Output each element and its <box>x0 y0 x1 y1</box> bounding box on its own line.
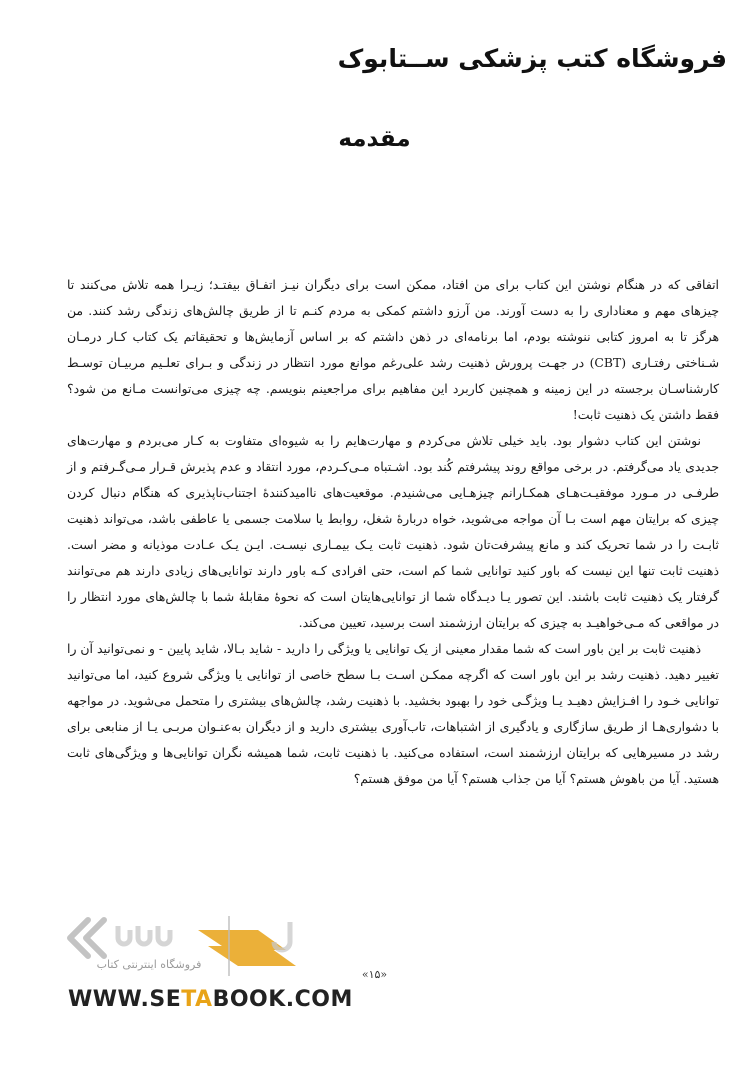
body-text <box>67 272 719 792</box>
site-url-prefix: WWW.SE <box>68 987 182 1012</box>
paragraph-3: ذهنیت ثابت بر این باور است که شما مقدار معینی از یک توانایی یا ویژگی را دارید - شاید بـالا، شاید پایین - و نمی‌توانید آن را تغییر دهید. ذهنیت رشد بر این باور است که اگرچه ممکـن اسـت بـا سطح خاصی از توانایی یا ویژگی شروع کنید، اما می‌توانید توانایی خـود را افـزایش دهیـد یـا ویژگـی خود را بهبود بخشید. با ذهنیت رشد، چالش‌های بیشتری را متحمل می‌شوید. در مواجهه با دشواری‌هـا از طریق سازگاری و یادگیری از اشتباهات، تاب‌آوری بیشتری دارید و از دیگران به‌عنـوان مربـی یـا از منابعی برای رشد در مسیرهایی که برایتان ارزشمند است، استفاده می‌کنید. با ذهنیت ثابت، شما همیشه نگران توانایی‌ها و ویژگی‌های ثابت هستید. آیا من باهوش هستم؟ آیا من جذاب هستم؟ آیا من موفق هستم؟ <box>67 641 719 786</box>
paragraph-2: نوشتن این کتاب دشوار بود. باید خیلی تلاش می‌کردم و مهارت‌هایم را به شیوه‌ای متفاوت به کـار می‌بردم و مهارت‌های جدیدی یاد می‌گرفتم. در برخی مواقع روند پیشرفتم کُند بود. اشـتباه مـی‌کـردم، مورد انتقاد و عدم پذیرش قـرار مـی‌گـرفتم و از طرفـی در مـورد موفقیـت‌هـای همکـارانم چیزهـایی می‌شنیدم. موقعیت‌های ناامیدکنندهٔ اجتناب‌ناپذیری که هنگام دنبال کردن چیزی که برایتان مهم است بـا آن مواجه می‌شوید، خواه دربارهٔ شغل، روابط یا سلامت جسمی یا عاطفی باشد، می‌تواند ذهنیت ثابـت را در شما تحریک کند و مانع پیشرفت‌تان شود. ذهنیت ثابت یـک بیمـاری نیسـت. ایـن یـک عـادت موذیانه و مضر است. ذهنیت ثابت تنها این نیست که باور کنید توانایی شما کم است، حتی افرادی کـه باور دارند توانایی‌های زیادی دارند هم می‌توانند گرفتار یک ذهنیت ثابت باشند. این تصور یـا دیـدگاه شما از توانایی‌هایتان است که نحوهٔ مقابلهٔ شما با چالش‌های مورد انتظار را در مواقعی که مـی‌خواهیـد به چیزی که برایتان ارزشمند است برسید، تعیین می‌کند. <box>67 433 719 630</box>
page-number: «۱۵» <box>361 968 388 981</box>
site-url-accent: TA <box>181 987 213 1012</box>
watermark-subtitle: فروشگاه اینترنتی کتاب <box>96 958 202 971</box>
site-url <box>68 987 353 1012</box>
chapter-title: مقدمه <box>338 126 411 152</box>
paragraph-1: اتفاقی که در هنگام نوشتن این کتاب برای من افتاد، ممکن است برای دیگران نیـز اتفـاق بیفتـد؛ زیـرا همه تلاش می‌کنند تا چیزهای مهم و معناداری را به دست آورند. من آرزو داشتم کمکی به مردم کنـم تا از طریق چالش‌های زندگی رشد کنند. من هرگز تا به امروز کتابی ننوشته بودم، اما برنامه‌ای در ذهن داشتم که بر اساس آزمایش‌ها و تحقیقاتم یک کتاب کـار درمـان شـناختی رفتـاری (CBT) در جهـت پرورش ذهنیت رشد علی‌رغم موانع مورد انتظار در زندگی و بـرای تعلـیم مربیـان توسـط کارشناسـان برجسته در این زمینه و همچنین کاربرد این مفاهیم برای مراجعینم بنویسم. چه چیزی می‌توانست مـانع من شود؟ فقط داشتن یک ذهنیت ثابت! <box>67 277 719 422</box>
site-url-suffix: BOOK.COM <box>212 987 353 1012</box>
book-header-title: فروشگاه کتب پزشکی ســتابوک <box>337 44 727 73</box>
